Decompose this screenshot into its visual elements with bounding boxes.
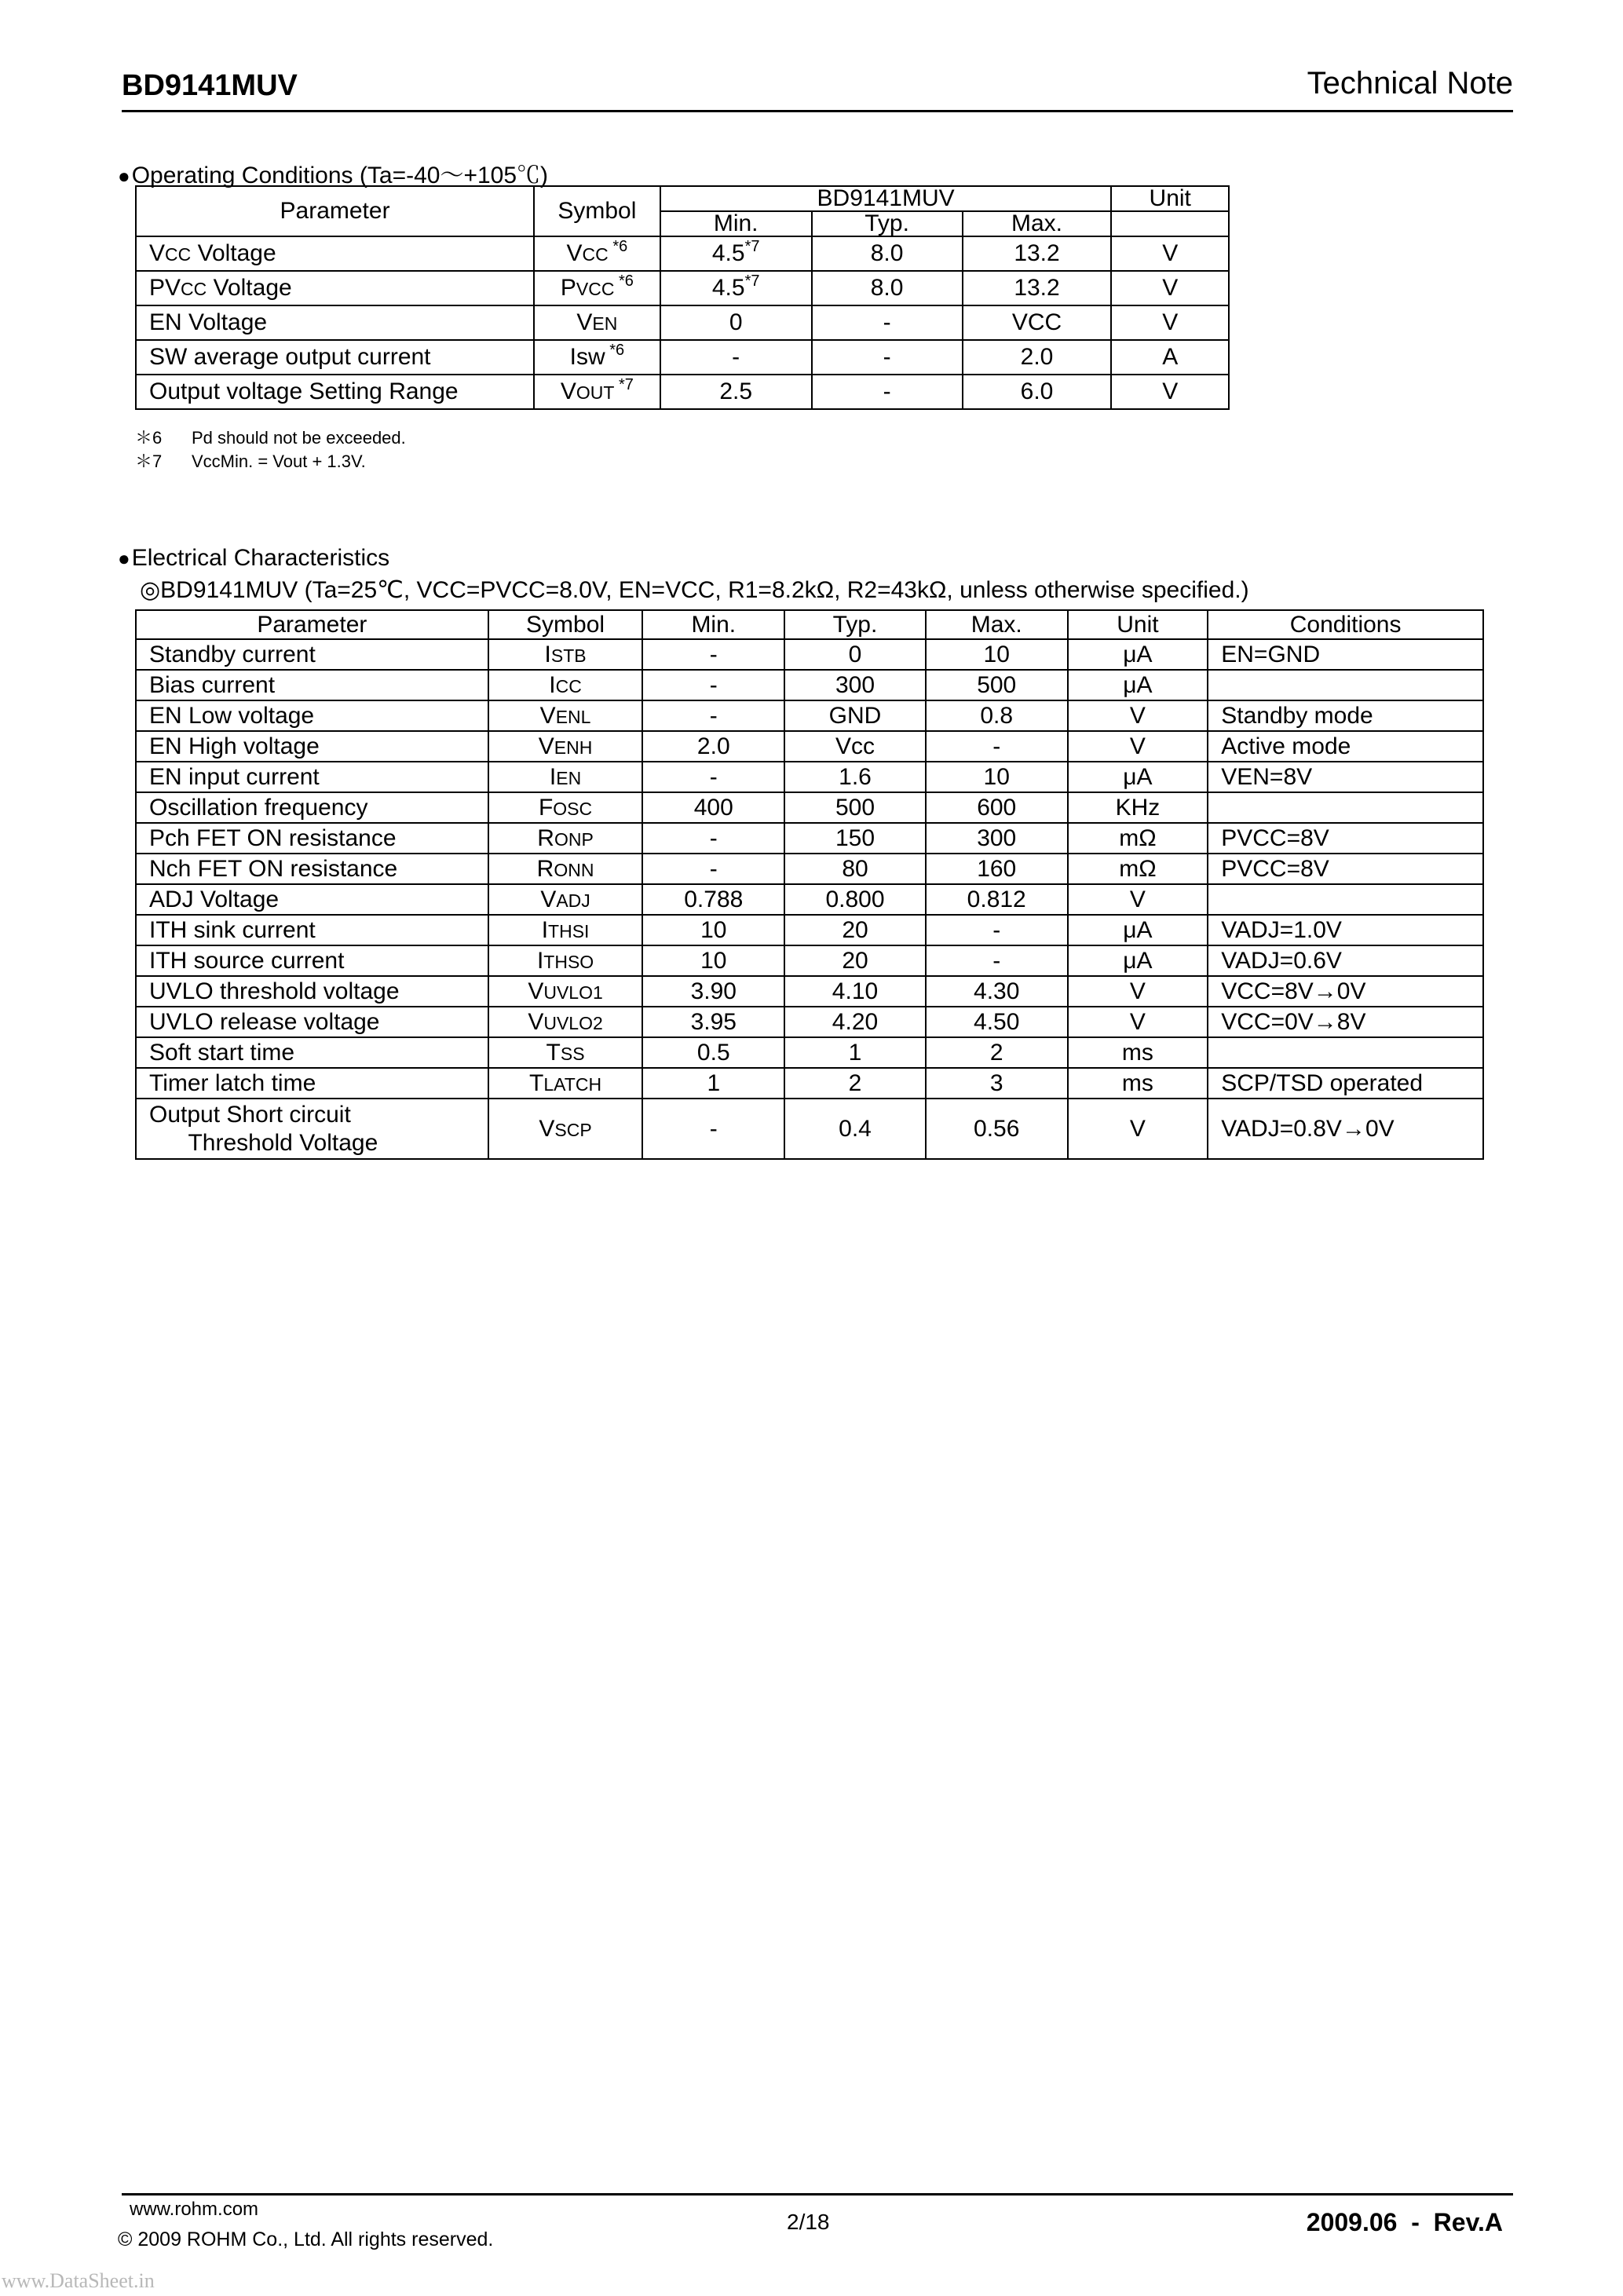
cell-min: 2.0 <box>642 731 784 762</box>
symbol-sub: LATCH <box>543 1073 602 1095</box>
cell-parameter: Output Short circuit Threshold Voltage <box>136 1099 488 1159</box>
table-row <box>136 375 1229 409</box>
cell-symbol <box>534 236 660 271</box>
col-header: Min. <box>642 610 784 639</box>
cell-unit: V <box>1068 700 1208 731</box>
param-rest: Voltage <box>191 240 276 266</box>
symbol-main: I <box>544 641 551 667</box>
cell-unit: V <box>1111 271 1229 305</box>
cell-max: - <box>926 731 1068 762</box>
symbol-sub: OUT <box>576 382 615 403</box>
cell-typ: 2 <box>784 1068 926 1099</box>
cell-unit: A <box>1111 340 1229 375</box>
table-row <box>136 305 1229 340</box>
cell-typ: 1.6 <box>784 762 926 792</box>
table-row <box>136 670 1483 700</box>
cell-unit: μA <box>1068 639 1208 670</box>
cell-max: 2 <box>926 1037 1068 1068</box>
table-row <box>136 1007 1483 1037</box>
cell-min <box>660 271 812 305</box>
cell-parameter: Standby current <box>136 639 488 670</box>
cell-min <box>660 340 812 375</box>
symbol-sub: SS <box>560 1043 585 1064</box>
symbol-sub: ADJ <box>556 890 590 911</box>
cell-typ: 150 <box>784 823 926 854</box>
cell-min: 1 <box>642 1068 784 1099</box>
cell-min: - <box>642 762 784 792</box>
table-row <box>136 762 1483 792</box>
symbol-main: I <box>536 947 544 974</box>
cell-symbol <box>488 823 643 854</box>
symbol-sub: VCC <box>576 279 615 299</box>
symbol-sub: OSC <box>553 798 593 819</box>
symbol-main: P <box>560 275 576 301</box>
cell-parameter <box>136 375 534 409</box>
param-rest: Voltage <box>207 275 292 301</box>
symbol-sub: ONP <box>554 828 594 850</box>
cell-typ: Vcc <box>784 731 926 762</box>
footnote-mark: ＊6 <box>135 428 163 448</box>
table-row <box>136 1099 1483 1159</box>
cell-max: 13.2 <box>963 236 1112 271</box>
cell-parameter: EN High voltage <box>136 731 488 762</box>
cell-typ: GND <box>784 700 926 731</box>
cell-typ: 1 <box>784 1037 926 1068</box>
footnote-ref: *6 <box>608 238 628 255</box>
table-row <box>136 340 1229 375</box>
cell-unit: μA <box>1068 945 1208 976</box>
electrical-characteristics-table <box>135 609 1484 1160</box>
cell-conditions: EN=GND <box>1208 639 1483 670</box>
header-rule <box>122 110 1513 112</box>
symbol-sub: CC <box>555 675 582 696</box>
cell-parameter: UVLO threshold voltage <box>136 976 488 1007</box>
cell-symbol <box>488 762 643 792</box>
cell-typ: - <box>812 305 963 340</box>
symbol-main: I <box>549 763 557 790</box>
symbol-main: I <box>549 671 556 698</box>
cell-unit: V <box>1068 884 1208 915</box>
bullet-icon: ● <box>118 164 130 188</box>
min-value: 4.5 <box>711 275 745 301</box>
revision: 2009.06 - Rev.A <box>1306 2208 1503 2236</box>
table-row <box>136 639 1483 670</box>
cell-conditions: VCC=0V→8V <box>1208 1007 1483 1037</box>
footnote <box>135 448 406 472</box>
cell-unit: μA <box>1068 915 1208 945</box>
min-value: 2.5 <box>719 378 753 404</box>
cell-min: - <box>642 854 784 884</box>
table-row <box>136 1068 1483 1099</box>
cell-unit: ms <box>1068 1037 1208 1068</box>
cell-symbol <box>488 792 643 823</box>
col-header-device: BD9141MUV <box>660 186 1112 211</box>
symbol-main: F <box>538 794 554 821</box>
cell-min: - <box>642 1099 784 1159</box>
col-header-parameter: Parameter <box>136 186 534 236</box>
symbol-sub: EN <box>556 767 582 788</box>
cell-typ: 80 <box>784 854 926 884</box>
symbol-main: V <box>528 1008 544 1035</box>
cell-min: 0.788 <box>642 884 784 915</box>
table-row <box>136 1037 1483 1068</box>
cell-symbol <box>534 375 660 409</box>
cell-parameter: EN Low voltage <box>136 700 488 731</box>
cell-symbol <box>534 305 660 340</box>
cell-symbol <box>488 976 643 1007</box>
footer-url: www.rohm.com <box>130 2199 259 2220</box>
table-row <box>136 945 1483 976</box>
symbol-main: V <box>576 309 593 335</box>
cell-max: 0.8 <box>926 700 1068 731</box>
col-header-symbol: Symbol <box>534 186 660 236</box>
cell-conditions <box>1208 670 1483 700</box>
cell-max: 10 <box>926 762 1068 792</box>
cell-conditions: Standby mode <box>1208 700 1483 731</box>
operating-notes <box>135 425 406 472</box>
symbol-main: T <box>546 1039 561 1066</box>
part-number: BD9141MUV <box>122 69 298 102</box>
cell-conditions: SCP/TSD operated <box>1208 1068 1483 1099</box>
cell-min <box>660 305 812 340</box>
cell-typ: - <box>812 375 963 409</box>
watermark: www.DataSheet.in <box>2 2269 155 2292</box>
cell-symbol <box>488 1037 643 1068</box>
cell-unit: mΩ <box>1068 823 1208 854</box>
symbol-main: V <box>540 886 557 912</box>
cell-conditions <box>1208 884 1483 915</box>
footnote-text: Pd should not be exceeded. <box>192 428 406 448</box>
cell-symbol <box>488 1068 643 1099</box>
symbol-sub: CC <box>582 244 609 265</box>
col-header-max: Max. <box>963 211 1112 236</box>
table-row <box>136 915 1483 945</box>
cell-min <box>660 236 812 271</box>
table-row <box>136 731 1483 762</box>
cell-typ: 0.800 <box>784 884 926 915</box>
section-title-text: Electrical Characteristics <box>131 545 390 571</box>
cell-unit: V <box>1111 375 1229 409</box>
cell-unit: V <box>1111 236 1229 271</box>
symbol-main: V <box>528 978 544 1004</box>
section-title-text: Operating Conditions (Ta=-40～+105℃) <box>131 163 549 188</box>
cell-min: - <box>642 823 784 854</box>
cell-symbol <box>488 1007 643 1037</box>
cell-symbol <box>488 884 643 915</box>
param-text: EN Voltage <box>149 309 268 335</box>
cell-parameter: ADJ Voltage <box>136 884 488 915</box>
cell-min: 400 <box>642 792 784 823</box>
cell-max: 0.56 <box>926 1099 1068 1159</box>
cell-symbol <box>534 340 660 375</box>
cell-max: 160 <box>926 854 1068 884</box>
cell-max: 500 <box>926 670 1068 700</box>
param-text: Output voltage Setting Range <box>149 378 459 404</box>
cell-unit: V <box>1068 1007 1208 1037</box>
cell-parameter: UVLO release voltage <box>136 1007 488 1037</box>
footnote-ref: *6 <box>614 272 634 290</box>
cell-min: 10 <box>642 945 784 976</box>
table-row <box>136 884 1483 915</box>
col-header-unit-blank <box>1111 211 1229 236</box>
cell-typ: 20 <box>784 915 926 945</box>
cell-parameter: Soft start time <box>136 1037 488 1068</box>
cell-max: 600 <box>926 792 1068 823</box>
footer-copyright: © 2009 ROHM Co., Ltd. All rights reserved. <box>118 2228 494 2250</box>
symbol-sub: EN <box>592 313 618 334</box>
min-value: 4.5 <box>711 240 745 266</box>
cell-max: 300 <box>926 823 1068 854</box>
cell-parameter <box>136 305 534 340</box>
header-row <box>136 610 1483 639</box>
cell-parameter: EN input current <box>136 762 488 792</box>
table-row <box>136 271 1229 305</box>
col-header: Parameter <box>136 610 488 639</box>
symbol-main: V <box>539 1115 555 1142</box>
symbol-sub: ONN <box>554 859 594 880</box>
symbol-main: V <box>539 702 556 729</box>
table-row <box>136 854 1483 884</box>
cell-symbol <box>488 945 643 976</box>
cell-typ: - <box>812 340 963 375</box>
symbol-sub: UVLO2 <box>543 1012 603 1033</box>
param-text: PV <box>149 275 181 301</box>
cell-unit: V <box>1068 731 1208 762</box>
param-text: V <box>149 240 166 266</box>
cell-unit: KHz <box>1068 792 1208 823</box>
symbol-main: V <box>560 378 576 404</box>
cell-parameter <box>136 271 534 305</box>
cell-conditions <box>1208 1037 1483 1068</box>
col-header: Unit <box>1068 610 1208 639</box>
footnote-ref: *6 <box>605 342 625 359</box>
cell-parameter: ITH sink current <box>136 915 488 945</box>
cell-typ: 4.20 <box>784 1007 926 1037</box>
symbol-sub: UVLO1 <box>543 982 603 1003</box>
col-header: Typ. <box>784 610 926 639</box>
footnote-ref: *7 <box>744 272 760 290</box>
cell-conditions: VADJ=0.8V→0V <box>1208 1099 1483 1159</box>
col-header: Conditions <box>1208 610 1483 639</box>
cell-min <box>660 375 812 409</box>
col-header-typ: Typ. <box>812 211 963 236</box>
cell-max: - <box>926 945 1068 976</box>
cell-max: 3 <box>926 1068 1068 1099</box>
cell-typ: 0.4 <box>784 1099 926 1159</box>
page-number: 2/18 <box>787 2210 830 2234</box>
cell-parameter: Pch FET ON resistance <box>136 823 488 854</box>
footnote-ref: *7 <box>744 238 760 255</box>
cell-parameter: ITH source current <box>136 945 488 976</box>
cell-symbol <box>534 271 660 305</box>
min-value: - <box>732 344 740 370</box>
cell-typ: 500 <box>784 792 926 823</box>
col-header: Symbol <box>488 610 643 639</box>
cell-conditions: VEN=8V <box>1208 762 1483 792</box>
symbol-main: I <box>541 916 549 943</box>
cell-parameter: Nch FET ON resistance <box>136 854 488 884</box>
cell-max: 6.0 <box>963 375 1112 409</box>
symbol-sub: ENL <box>555 706 591 727</box>
cell-typ: 300 <box>784 670 926 700</box>
footnote <box>135 425 406 448</box>
cell-unit: mΩ <box>1068 854 1208 884</box>
ec-condition-line <box>140 576 1249 604</box>
cell-min: 3.95 <box>642 1007 784 1037</box>
table-row <box>136 236 1229 271</box>
cell-min: 10 <box>642 915 784 945</box>
table-row <box>136 823 1483 854</box>
cell-unit: μA <box>1068 670 1208 700</box>
ec-condition-text: ◎BD9141MUV (Ta=25℃, VCC=PVCC=8.0V, EN=VCC, R1=8.2kΩ, R2=43kΩ, unless otherwise specified.) <box>140 577 1249 603</box>
table-row <box>136 792 1483 823</box>
cell-conditions: VADJ=0.6V <box>1208 945 1483 976</box>
doc-type: Technical Note <box>1307 66 1513 101</box>
cell-unit: ms <box>1068 1068 1208 1099</box>
cell-symbol <box>488 915 643 945</box>
cell-unit: μA <box>1068 762 1208 792</box>
footnote-mark: ＊7 <box>135 452 163 471</box>
cell-conditions: VCC=8V→0V <box>1208 976 1483 1007</box>
cell-parameter: Bias current <box>136 670 488 700</box>
bullet-icon: ● <box>118 547 130 570</box>
cell-symbol <box>488 670 643 700</box>
symbol-main: T <box>529 1069 544 1096</box>
cell-min: - <box>642 670 784 700</box>
cell-unit: V <box>1068 1099 1208 1159</box>
cell-min: - <box>642 700 784 731</box>
symbol-sub: ENH <box>554 737 593 758</box>
cell-conditions: Active mode <box>1208 731 1483 762</box>
cell-parameter: Oscillation frequency <box>136 792 488 823</box>
cell-max: 4.30 <box>926 976 1068 1007</box>
symbol-sub: THSO <box>543 951 594 972</box>
cell-typ: 8.0 <box>812 236 963 271</box>
cell-max: VCC <box>963 305 1112 340</box>
operating-conditions-table <box>135 185 1230 410</box>
cell-typ: 20 <box>784 945 926 976</box>
cell-max: 0.812 <box>926 884 1068 915</box>
cell-symbol <box>488 1099 643 1159</box>
col-header-unit: Unit <box>1111 186 1229 211</box>
footnote-ref: *7 <box>614 376 634 393</box>
cell-parameter <box>136 340 534 375</box>
cell-symbol <box>488 731 643 762</box>
col-header-min: Min. <box>660 211 812 236</box>
cell-min: - <box>642 639 784 670</box>
cell-parameter: Timer latch time <box>136 1068 488 1099</box>
cell-typ: 8.0 <box>812 271 963 305</box>
cell-parameter <box>136 236 534 271</box>
symbol-main: V <box>538 733 554 759</box>
cell-min: 3.90 <box>642 976 784 1007</box>
footer-rule <box>122 2193 1513 2195</box>
min-value: 0 <box>729 309 743 335</box>
param-text: SW average output current <box>149 344 431 370</box>
cell-max: 13.2 <box>963 271 1112 305</box>
cell-symbol <box>488 700 643 731</box>
cell-conditions: PVCC=8V <box>1208 823 1483 854</box>
cell-min: 0.5 <box>642 1037 784 1068</box>
cell-typ: 0 <box>784 639 926 670</box>
cell-max: 2.0 <box>963 340 1112 375</box>
cell-max: 10 <box>926 639 1068 670</box>
table-row <box>136 700 1483 731</box>
symbol-sub: SCP <box>554 1119 592 1140</box>
symbol-main: R <box>537 824 554 851</box>
symbol-sub: STB <box>550 645 587 666</box>
table-row <box>136 976 1483 1007</box>
electrical-characteristics-title <box>118 545 389 572</box>
cell-conditions: VADJ=1.0V <box>1208 915 1483 945</box>
symbol-main: R <box>536 855 554 882</box>
col-header: Max. <box>926 610 1068 639</box>
param-sub: CC <box>181 279 207 299</box>
cell-symbol <box>488 854 643 884</box>
param-sub: CC <box>165 244 192 265</box>
cell-max: - <box>926 915 1068 945</box>
cell-max: 4.50 <box>926 1007 1068 1037</box>
cell-conditions <box>1208 792 1483 823</box>
symbol-main: Isw <box>569 344 605 370</box>
cell-symbol <box>488 639 643 670</box>
cell-typ: 4.10 <box>784 976 926 1007</box>
cell-conditions: PVCC=8V <box>1208 854 1483 884</box>
cell-unit: V <box>1111 305 1229 340</box>
symbol-sub: THSI <box>548 920 590 941</box>
symbol-main: V <box>566 240 583 266</box>
cell-unit: V <box>1068 976 1208 1007</box>
footnote-text: VccMin. = Vout + 1.3V. <box>192 452 366 471</box>
